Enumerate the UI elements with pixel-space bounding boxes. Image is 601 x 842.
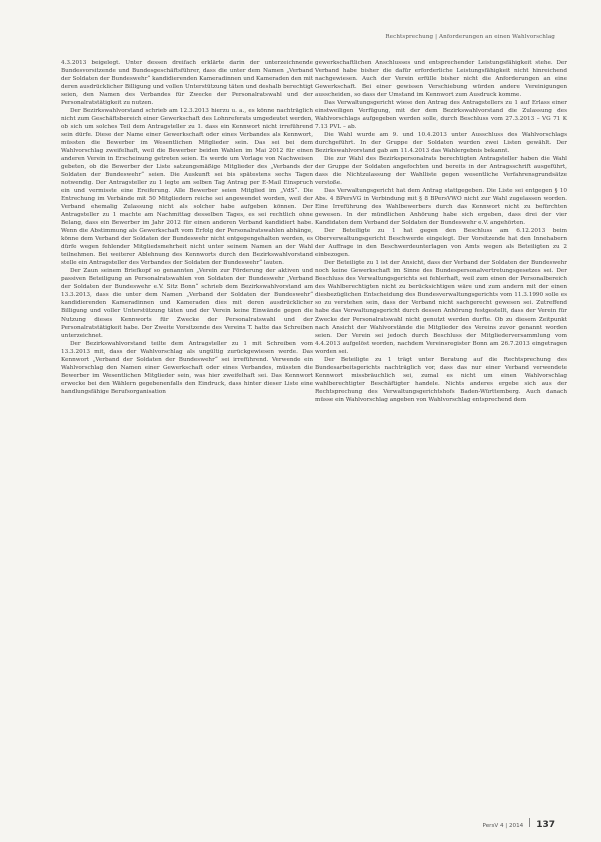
right-text-column bbox=[315, 59, 567, 404]
paragraph: 4.3.2013 beigelegt. Unter dessen dreifach erklärte darin der unterzeichnende Bundesvorsitzende und Bundesgeschäftsführer, dass die unter dem Namen „Verband der Soldaten der Bundeswehr“ kandidierenden Kameradinnen und Kameraden den mit deren ausdrücklicher Billigung und vollen Unterstützung täten und deshalb berechtigt seien, den Namen des Verbandes für Zwecke der Personalratswahl und der Personalratstätigkeit zu nutzen. bbox=[61, 60, 313, 107]
page-number: 137 bbox=[536, 820, 555, 830]
paragraph: Der Bezirkswahlvorstand schrieb am 12.3.2013 hierzu u. a., es könne nachträglich nicht zum Geschäftsbereich einer Gewerkschaft des Lohnreferats umgedeutet werden, ob sich um solches Teil dem Antragsteller zu 1. dass ein Kennwort nicht irreführend sein dürfe. Diese der Name einer Gewerkschaft oder eines Verbandes als Kennwort, müssten die Bewerber im Wesentlichen Mitglieder sein. Das sei bei dem Wahlvorschlag zweifelhaft, weil die Bewerber beiden Wahlen im Mai 2012 für einen anderen Verein in Erscheinung getreten seien. Es werde um Vorlage von Nachweisen gebeten, ob die Bewerber der Liste satzungsmäßige Mitglieder des „Verbands der Soldaten der Bundeswehr“ seien. Die Auskunft sei bis spätestens sechs Tagen notwendig. Der Antragsteller zu 1 legte am selben Tag Antrag per E-Mail Einspruch ein und vermisste eine Ereiferung. Alle Bewerber seien Mitglied im „VdS“. Die Entrechung im Verbände mit 50 Mitgliedern reiche sei angewendet worden, weil der Verband ehemalig Zulassung nicht als solcher habe aufgeben können. Der Antragsteller zu 1 machte am Nachmittag desselben Tages, es sei rechtlich ohne Belang, dass ein Bewerber im Jahr 2012 für einen anderen Verband kandidiert habe. Wenn die Abstimmung als Gewerkschaft vom Erfolg der Personalratswahlen abhänge, könne dem Verband der Soldaten der Bundeswehr nicht entgegengehalten werden, es dürfe wegen fehlender Mitgliedsmehrheit nicht unter seinem Namen an der Wahl teilnehmen. Bei weiterer Ablehnung des Kennworts durch den Bezirkswahlvorstand stelle ein Antragsteller des Verbandes der Soldaten der Bundeswehr“ lauten. bbox=[61, 108, 313, 267]
footer-divider bbox=[529, 818, 530, 827]
left-text-column bbox=[61, 59, 313, 396]
paragraph: Die Wahl wurde am 9. und 10.4.2013 unter Ausschluss des Wahlvorschlags durchgeführt. In der Gruppe der Soldaten wurden zwei Listen gewählt. Der Bezirkswahlvorstand gab am 11.4.2013 das Wahlergebnis bekannt. bbox=[315, 132, 567, 155]
paragraph: Der Beteiligte zu 1 hat gegen den Beschluss am 6.12.2013 beim Oberverwaltungsgericht Beschwerde eingelegt. Der Vorsitzende hat den Innehabern der Auffrage in den Beschwerdeunterlagen von Amts wegen als Beteiligten zu 2 einbezogen. bbox=[315, 228, 567, 259]
journal-reference: PersV 4 | 2014 bbox=[482, 823, 524, 829]
running-header: Rechtsprechung | Anforderungen an einen Wahlvorschlag bbox=[385, 34, 555, 40]
page-footer bbox=[483, 818, 555, 830]
paragraph: Der Bezirkswahlvorstand teilte dem Antragsteller zu 1 mit Schreiben vom 13.3.2013 mit, dass der Wahlvorschlag als ungültig zurückgewiesen werde. Das Kennwort „Verband der Soldaten der Bundeswehr“ sei irreführend. Verwende ein Wahlvorschlag den Namen einer Gewerkschaft oder eines Verbandes, müssten die Bewerber im Wesentlichen Mitglieder sein, was hier zweifelhaft sei. Das Kennwort erwecke bei den Wählern gegebenenfalls den Eindruck, dass hinter dieser Liste eine handlungsfähige Berufsorganisation bbox=[61, 340, 313, 395]
paragraph: Der Beteiligte zu 1 ist der Ansicht, dass der Verband der Soldaten der Bundeswehr noch keine Gewerkschaft im Sinne des Bundespersonalvertretungsgesetzes sei. Der Beschluss des Verwaltungsgerichts sei fehlerhaft, weil zum einen der Personalbereich des Wahlberechtigten nicht zu berücksichtigen wäre und zum andern mit der einen diesbezüglichen Entscheidung des Bundesverwaltungsgerichts vom 11.3.1990 solle es so zu verstehen sein, dass der Verband nicht sachgerecht gewesen sei. Zutreffend habe das Verwaltungsgericht durch dessen Anhörung festgestellt, dass der Verein für Zwecke der Personalratswahl nicht genutzt werden durfte. Ob zu diesem Zeitpunkt nach Ansicht der Wahlvorstände die Mitglieder des Vereins zuvor genannt worden seien. Der Verein sei jedoch durch Beschluss der Mitgliederversammlung vom 4.4.2013 aufgelöst worden, nachdem Vereinsregister Bonn am 26.7.2013 eingetragen worden sei. bbox=[315, 260, 567, 355]
paragraph: Der Beteiligte zu 1 trägt unter Beratung auf die Rechtsprechung des Bundesarbeitsgerichts nachträglich vor, dass das nur einer Verband verwendete Kennwort missbräuchlich sei, zumal es nicht um einen Wahlvorschlag wahlberechtigter Beschäftigter handele. Nichts anderes ergebe sich aus der Rechtsprechung des Verwaltungsgerichtshofs Baden-Württemberg. Auch danach müsse ein Wahlvorschlag angeben von Wahlvorschlag entsprechend dem bbox=[315, 356, 567, 403]
paragraph: gewerkschaftlichen Anschlusses und entsprechender Leistungsfähigkeit stehe. Der Verband habe bisher die dafür erforderliche Leistungsfähigkeit nicht hinreichend nachgewiesen. Auch der Verein erfülle bisher nicht die Anforderungen an eine Gewerkschaft. Bei einer gewissen Verschiebung würden andere Vereinigungen ausscheiden, so dass der Umstand im Kennwort zum Ausdruck komme. bbox=[315, 60, 567, 99]
paragraph: Das Verwaltungsgericht wiese den Antrag des Antragstellers zu 1 auf Erlass einer einstweiligen Verfügung, mit der dem Bezirkswahlvorstand die Zulassung des Wahlvorschlags aufgegeben werden solle, durch Beschluss vom 27.3.2013 – VG 71 K 7.13 PVL – ab. bbox=[315, 100, 567, 131]
paragraph: Das Verwaltungsgericht hat dem Antrag stattgegeben. Die Liste sei entgegen § 10 Abs. 4 BPersVG in Verbindung mit § 8 BPersVWO nicht zur Wahl zugelassen worden. Eine Irreführung des Wahlbewerbers durch das Kennwort nicht zu befürchten gewesen. In der mündlichen Anhörung habe sich ergeben, dass drei der vier Kandidaten dem Verband der Soldaten der Bundeswehr e.V. angehörten. bbox=[315, 188, 567, 227]
paragraph: Die zur Wahl des Bezirkspersonalrats berechtigten Antragsteller haben die Wahl der Gruppe der Soldaten angefochten und bereits in der Antragsschrift ausgeführt, dass die Nichtzulassung der Wahlliste gegen wesentliche Verfahrensgrundsätze verstoße. bbox=[315, 156, 567, 187]
paragraph: Der Zaun seinem Briefkopf so genannten „Verein zur Förderung der aktiven und passiven Beteiligung an Personalratswahlen von Soldaten der Bundeswehr ‚Verband der Soldaten der Bundeswehr e.V. Sitz Bonn“ schrieb dem Bezirkswahlvorstand am 13.3.2013, dass die unter dem Namen „Verband der Soldaten der Bundeswehr“ kandidierenden Kameradinnen und Kameraden dies mit deren ausdrücklicher Billigung und voller Unterstützung täten und der Verein keine Einwände gegen die Nutzung dieses Kennworts für Zwecke der Personalratswahl und der Personalratstätigkeit habe. Der Zweite Vorsitzende des Vereins T. hatte das Schreiben unterzeichnet. bbox=[61, 268, 313, 339]
